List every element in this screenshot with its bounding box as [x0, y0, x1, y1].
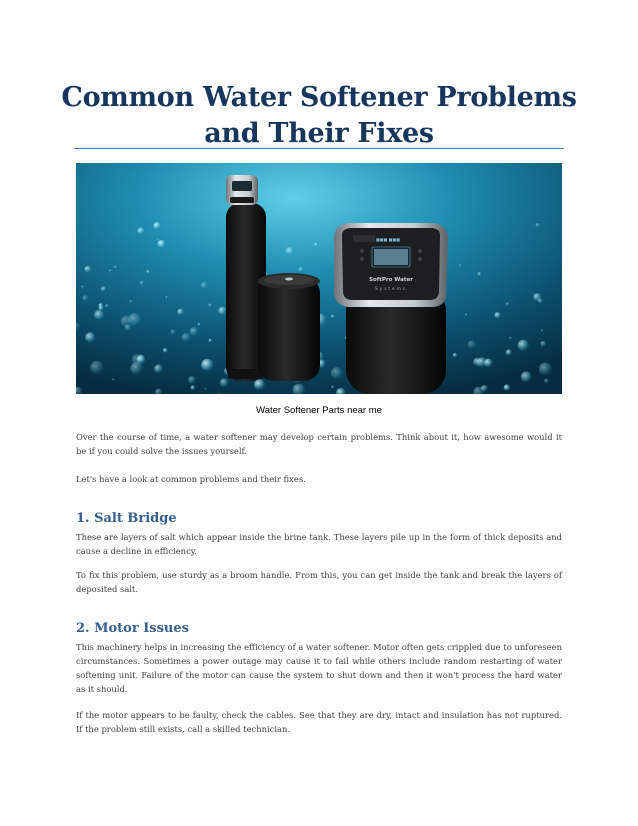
intro-paragraph: Over the course of time, a water softener may develop certain problems. Think about it, how awesome would it be if you could solve the issues yourself.	[76, 432, 562, 456]
section-paragraph: If the motor appears to be faulty, check the cables. See that they are dry, intact and insulation has not ruptured. If the problem still exists, call a skilled technician.	[76, 710, 562, 734]
intro-paragraph: Let's have a look at common problems and their fixes.	[76, 474, 306, 484]
section-heading-motor-issues: 2. Motor Issues	[76, 621, 189, 636]
brine-tank	[258, 273, 320, 381]
section-paragraph: This machinery helps in increasing the efficiency of a water softener. Motor often gets crippled due to unforeseen circumstances. Sometimes a power outage may cause it to fail while others include random restarting of water softening unit. Failure of the motor can cause the system to shut down and then it won't process the hard water as it should.	[76, 642, 562, 694]
section-paragraph: These are layers of salt which appear inside the brine tank. These layers pile up in the form of thick deposits and cause a decline in efficiency.	[76, 532, 562, 556]
large-tank-with-valve	[334, 223, 448, 394]
water-softener-photo	[76, 163, 562, 394]
title-divider	[74, 148, 564, 149]
section-paragraph: To fix this problem, use sturdy as a broom handle. From this, you can get inside the tank and break the layers of deposited salt.	[76, 570, 562, 594]
control-subbrand-label: Systems	[375, 286, 407, 291]
brand-mark-small: ■■■ ■■■	[376, 237, 400, 242]
hero-image	[76, 163, 562, 394]
image-caption: Water Softener Parts near me	[256, 405, 382, 416]
control-brand-label: SoftPro Water	[369, 277, 413, 283]
section-heading-salt-bridge: 1. Salt Bridge	[76, 511, 177, 526]
document-title: Common Water Softener Problems and Their Fixes	[61, 82, 577, 149]
